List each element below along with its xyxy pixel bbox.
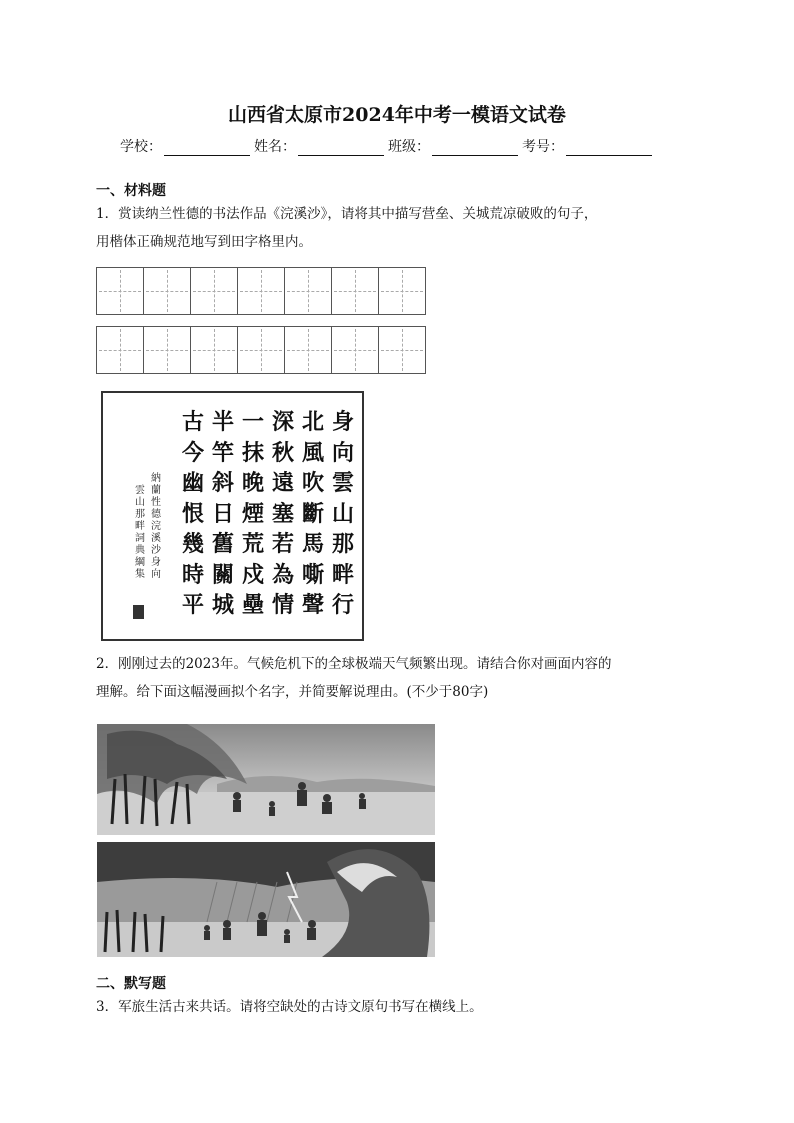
exam-title: 山西省太原市2024年中考一模语文试卷 (228, 104, 566, 126)
question-2 (96, 650, 700, 706)
calligraphy-signature: 納蘭性德浣溪沙身向 (151, 473, 161, 580)
calligraphy-column: 半竿斜日舊關城 (211, 409, 234, 618)
class-label: 班级： (388, 139, 430, 155)
writing-grid-row-1[interactable] (96, 267, 426, 315)
school-field[interactable] (120, 136, 250, 156)
grid-cell[interactable] (378, 267, 426, 315)
name-field[interactable] (254, 136, 384, 156)
calligraphy-artwork (101, 391, 364, 641)
grid-cell[interactable] (331, 326, 379, 374)
name-label: 姓名： (254, 139, 296, 155)
grid-cell[interactable] (237, 326, 285, 374)
name-blank[interactable] (298, 141, 384, 156)
question-3: 3．军旅生活古来共话。请将空缺处的古诗文原句书写在横线上。 (96, 999, 483, 1015)
question-1-line-1: 1．赏读纳兰性德的书法作品《浣溪沙》，请将其中描写营垒、关城荒凉破败的句子， (96, 206, 598, 222)
calligraphy-column: 北風吹斷馬嘶聲 (301, 409, 324, 618)
question-2-line-2: 理解。给下面这幅漫画拟个名字，并简要解说理由。(不少于80字) (96, 684, 489, 700)
calligraphy-column: 一抹晚煙荒戍壘 (241, 409, 264, 618)
grid-cell[interactable] (96, 267, 144, 315)
number-blank[interactable] (566, 141, 652, 156)
grid-cell[interactable] (331, 267, 379, 315)
grid-cell[interactable] (378, 326, 426, 374)
question-1-line-2: 用楷体正确规范地写到田字格里内。 (96, 234, 312, 250)
grid-cell[interactable] (96, 326, 144, 374)
calligraphy-column: 深秋遠塞若為情 (271, 409, 294, 618)
section-heading-1: 一、材料题 (96, 183, 166, 199)
cartoon-panel-storm-wave (97, 842, 435, 957)
student-info-row (120, 136, 680, 156)
seal-stamp-icon (133, 605, 144, 619)
calligraphy-column: 身向雲山那畔行 (331, 409, 354, 618)
section-heading-2: 二、默写题 (96, 976, 166, 992)
grid-cell[interactable] (143, 267, 191, 315)
cartoon-panel-wildfire (97, 724, 435, 835)
grid-cell[interactable] (190, 267, 238, 315)
number-label: 考号： (522, 139, 564, 155)
grid-cell[interactable] (284, 267, 332, 315)
calligraphy-column: 古今幽恨幾時平 (181, 409, 204, 618)
writing-grid-row-2[interactable] (96, 326, 426, 374)
school-blank[interactable] (164, 141, 250, 156)
grid-cell[interactable] (143, 326, 191, 374)
class-blank[interactable] (432, 141, 518, 156)
grid-cell[interactable] (190, 326, 238, 374)
calligraphy-signature: 雲山那畔詞典綱集 (135, 485, 145, 580)
grid-cell[interactable] (284, 326, 332, 374)
question-1 (96, 200, 700, 256)
school-label: 学校： (120, 139, 162, 155)
question-2-line-1: 2．刚刚过去的2023年。气候危机下的全球极端天气频繁出现。请结合你对画面内容的 (96, 656, 612, 672)
class-field[interactable] (388, 136, 518, 156)
grid-cell[interactable] (237, 267, 285, 315)
number-field[interactable] (522, 136, 652, 156)
